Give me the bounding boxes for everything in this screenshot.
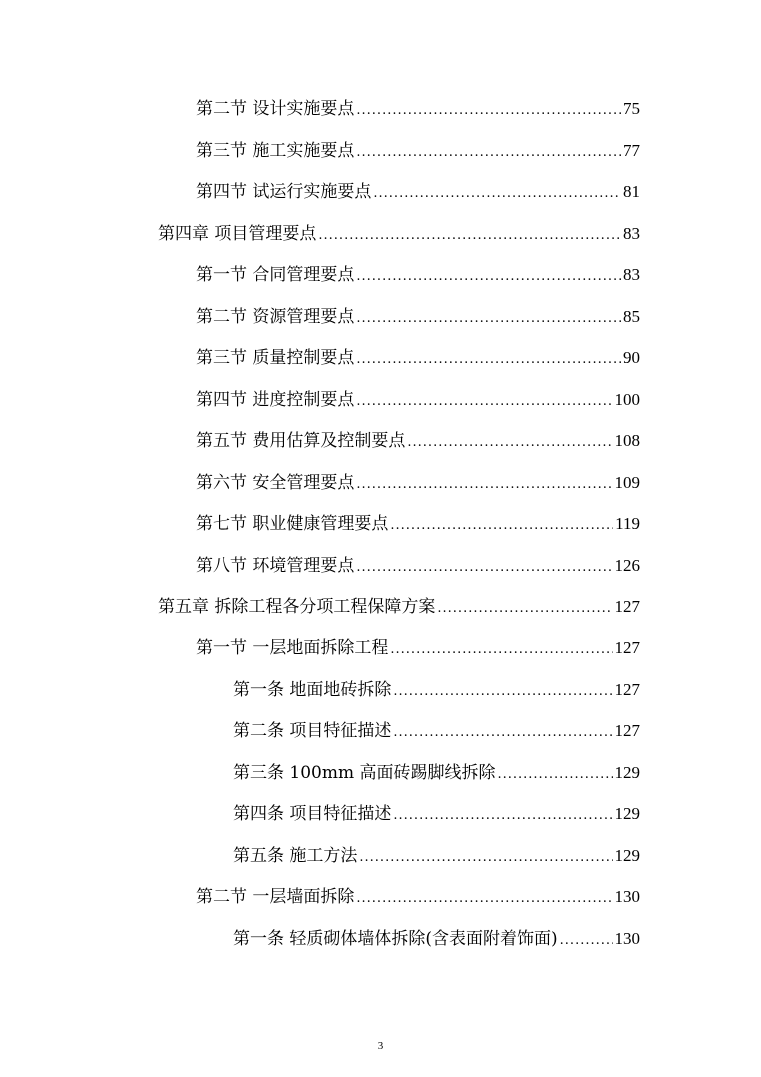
toc-entry-label: 第五条 施工方法 bbox=[233, 846, 358, 866]
toc-dot-leader bbox=[356, 888, 612, 910]
toc-dot-leader bbox=[356, 142, 621, 164]
toc-entry[interactable] bbox=[196, 306, 640, 330]
toc-entry-label: 第四节 试运行实施要点 bbox=[196, 182, 372, 202]
toc-chapter-entry[interactable] bbox=[158, 223, 640, 247]
toc-entry-page: 129 bbox=[614, 846, 640, 865]
toc-dot-leader bbox=[373, 183, 621, 205]
toc-entry-label: 第二条 项目特征描述 bbox=[233, 721, 392, 741]
toc-entry[interactable] bbox=[196, 98, 640, 122]
toc-entry-label: 第一条 轻质砌体墙体拆除(含表面附着饰面) bbox=[233, 929, 558, 949]
toc-entry-page: 129 bbox=[614, 804, 640, 823]
toc-dot-leader bbox=[359, 847, 612, 869]
toc-entry-label: 第一条 地面地砖拆除 bbox=[233, 680, 392, 700]
toc-entry-label: 第八节 环境管理要点 bbox=[196, 556, 355, 576]
toc-entry[interactable] bbox=[196, 513, 640, 537]
toc-entry-page: 77 bbox=[623, 141, 640, 160]
toc-entry-label: 第一节 合同管理要点 bbox=[196, 265, 355, 285]
toc-dot-leader bbox=[390, 639, 612, 661]
toc-entry-page: 130 bbox=[614, 887, 640, 906]
toc-entry-label: 第二节 资源管理要点 bbox=[196, 307, 355, 327]
toc-dot-leader bbox=[356, 100, 621, 122]
toc-entry-label: 第三节 施工实施要点 bbox=[196, 141, 355, 161]
toc-entry-page: 83 bbox=[623, 224, 640, 243]
toc-entry[interactable] bbox=[196, 886, 640, 910]
toc-entry-label: 第四章 项目管理要点 bbox=[158, 224, 317, 244]
toc-entry-label: 第三条 100mm 高面砖踢脚线拆除 bbox=[233, 763, 496, 783]
toc-entry-page: 130 bbox=[614, 929, 640, 948]
toc-entry-page: 83 bbox=[623, 265, 640, 284]
toc-dot-leader bbox=[393, 805, 612, 827]
toc-chapter-entry[interactable] bbox=[158, 596, 640, 620]
toc-entry-label: 第二节 设计实施要点 bbox=[196, 99, 355, 119]
toc-entry-page: 90 bbox=[623, 348, 640, 367]
page-number-footer: 3 bbox=[377, 1040, 384, 1052]
toc-dot-leader bbox=[356, 391, 612, 413]
toc-entry[interactable] bbox=[196, 637, 640, 661]
toc-subentry[interactable] bbox=[233, 720, 640, 744]
toc-entry-page: 85 bbox=[623, 307, 640, 326]
toc-entry-label: 第四节 进度控制要点 bbox=[196, 390, 355, 410]
toc-entry[interactable] bbox=[196, 264, 640, 288]
toc-dot-leader bbox=[356, 308, 621, 330]
toc-entry[interactable] bbox=[196, 347, 640, 371]
toc-subentry[interactable] bbox=[233, 679, 640, 703]
toc-entry[interactable] bbox=[196, 389, 640, 413]
toc-dot-leader bbox=[356, 349, 621, 371]
toc-dot-leader bbox=[407, 432, 612, 454]
toc-subentry[interactable] bbox=[233, 928, 640, 952]
toc-entry-page: 127 bbox=[614, 638, 640, 657]
toc-entry[interactable] bbox=[196, 472, 640, 496]
toc-dot-leader bbox=[356, 474, 612, 496]
toc-subentry[interactable] bbox=[233, 845, 640, 869]
toc-dot-leader bbox=[390, 515, 613, 537]
toc-entry-page: 109 bbox=[614, 473, 640, 492]
toc-dot-leader bbox=[356, 557, 612, 579]
toc-entry-page: 127 bbox=[614, 721, 640, 740]
toc-entry-page: 127 bbox=[614, 597, 640, 616]
toc-entry-label: 第五节 费用估算及控制要点 bbox=[196, 431, 406, 451]
toc-entry-page: 119 bbox=[615, 514, 640, 533]
toc-entry[interactable] bbox=[196, 140, 640, 164]
toc-dot-leader bbox=[393, 722, 612, 744]
toc-entry-label: 第一节 一层地面拆除工程 bbox=[196, 638, 389, 658]
toc-entry-label: 第三节 质量控制要点 bbox=[196, 348, 355, 368]
toc-entry-label: 第七节 职业健康管理要点 bbox=[196, 514, 389, 534]
toc-entry[interactable] bbox=[196, 181, 640, 205]
toc-subentry[interactable] bbox=[233, 762, 640, 786]
toc-entry-page: 75 bbox=[623, 99, 640, 118]
toc-entry[interactable] bbox=[196, 430, 640, 454]
toc-entry-label: 第四条 项目特征描述 bbox=[233, 804, 392, 824]
toc-dot-leader bbox=[318, 225, 621, 247]
toc-dot-leader bbox=[498, 764, 613, 786]
toc-entry-label: 第二节 一层墙面拆除 bbox=[196, 887, 355, 907]
toc-dot-leader bbox=[393, 681, 612, 703]
toc-entry-label: 第五章 拆除工程各分项工程保障方案 bbox=[158, 597, 436, 617]
toc-subentry[interactable] bbox=[233, 803, 640, 827]
toc-dot-leader bbox=[560, 930, 613, 952]
toc-entry-page: 100 bbox=[614, 390, 640, 409]
toc-entry-page: 127 bbox=[614, 680, 640, 699]
toc-entry-page: 81 bbox=[623, 182, 640, 201]
toc-entry-page: 108 bbox=[614, 431, 640, 450]
toc-dot-leader bbox=[437, 598, 612, 620]
toc-entry[interactable] bbox=[196, 555, 640, 579]
toc-dot-leader bbox=[356, 266, 621, 288]
toc-entry-label: 第六节 安全管理要点 bbox=[196, 473, 355, 493]
toc-entry-page: 126 bbox=[614, 556, 640, 575]
toc-entry-page: 129 bbox=[614, 763, 640, 782]
